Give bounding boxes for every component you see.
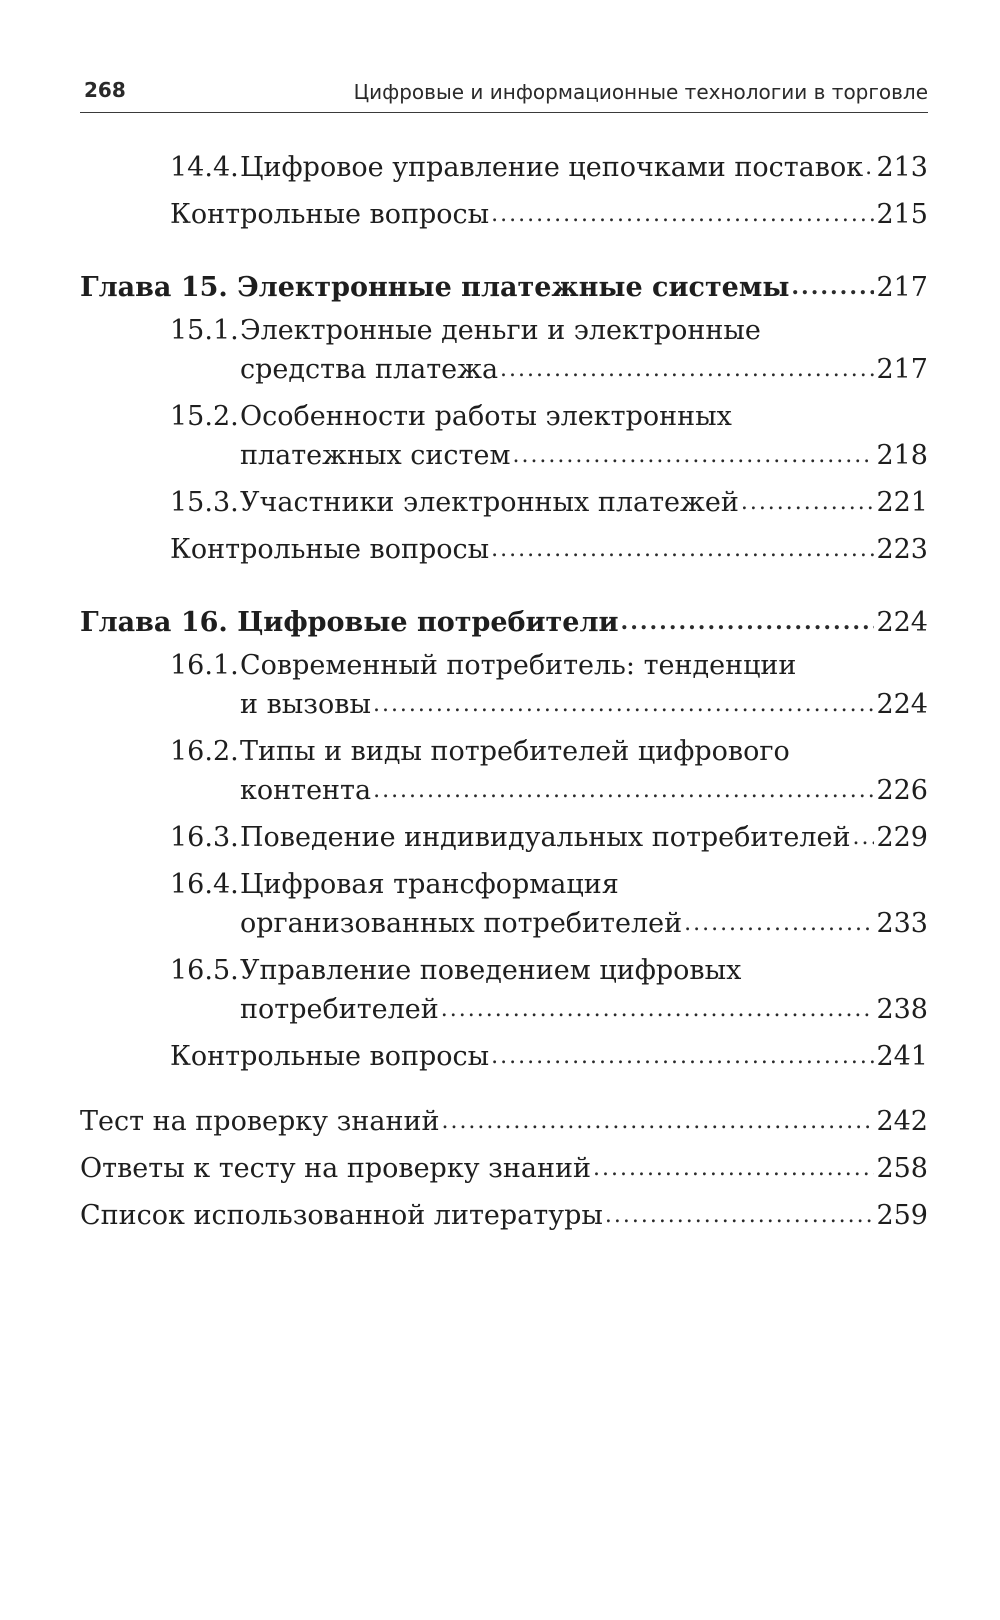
toc-chapter-16[interactable] [80, 603, 928, 642]
leader-dots [593, 1149, 874, 1188]
chapter-title: Глава 16. Цифровые потребители [80, 607, 619, 638]
toc-entry-15-3[interactable] [80, 483, 928, 522]
toc-entry-questions-16[interactable] [80, 1037, 928, 1076]
section-title-line-2: и вызовы [240, 689, 371, 720]
toc-entry-16-1[interactable] [80, 646, 928, 724]
page-ref: 224 [876, 607, 928, 638]
section-number: 14.4. [170, 152, 239, 183]
section-title-line-1: Типы и виды потребителей цифрового [240, 736, 790, 767]
leader-dots [852, 818, 874, 857]
section-title: Список использованной литературы [80, 1200, 603, 1231]
leader-dots [512, 436, 874, 475]
table-of-contents [80, 148, 928, 1243]
section-title-line-2: потребителей [240, 994, 439, 1025]
page-ref: 238 [876, 994, 928, 1025]
leader-dots [621, 603, 875, 642]
page-ref: 241 [876, 1041, 928, 1072]
section-title: Ответы к тесту на проверку знаний [80, 1153, 591, 1184]
section-number: 15.2. [170, 401, 239, 432]
leader-dots [491, 1037, 874, 1076]
section-title-line-1: Современный потребитель: тенденции [240, 650, 797, 681]
section-title: Участники электронных платежей [240, 487, 739, 518]
section-title-line-2: платежных систем [240, 440, 511, 471]
leader-dots [500, 350, 874, 389]
toc-entry-questions-14[interactable] [80, 195, 928, 234]
page-ref: 226 [876, 775, 928, 806]
section-number: 16.4. [170, 869, 239, 900]
toc-entry-questions-15[interactable] [80, 530, 928, 569]
toc-entry-test[interactable] [80, 1102, 928, 1141]
leader-dots [684, 904, 874, 943]
section-title-line-1: Электронные деньги и электронные [240, 315, 761, 346]
page-ref: 215 [876, 199, 928, 230]
leader-dots [791, 268, 874, 307]
leader-dots [491, 530, 874, 569]
leader-dots [441, 1102, 874, 1141]
section-title: Контрольные вопросы [170, 199, 490, 230]
toc-entry-16-2[interactable] [80, 732, 928, 810]
section-title-line-2: контента [240, 775, 372, 806]
section-number: 15.3. [170, 487, 239, 518]
toc-entry-answers[interactable] [80, 1149, 928, 1188]
page-ref: 229 [876, 822, 928, 853]
running-title: Цифровые и информационные технологии в торговле [353, 80, 928, 104]
section-title-line-2: организованных потребителей [240, 908, 683, 939]
page-ref: 218 [876, 440, 928, 471]
running-head [80, 78, 928, 113]
leader-dots [373, 685, 875, 724]
toc-entry-14-4[interactable] [80, 148, 928, 187]
section-number: 16.5. [170, 955, 239, 986]
section-title: Контрольные вопросы [170, 534, 490, 565]
section-title: Цифровое управление цепочками поставок [240, 152, 864, 183]
leader-dots [441, 990, 875, 1029]
page-ref: 217 [876, 354, 928, 385]
toc-entry-15-1[interactable] [80, 311, 928, 389]
leader-dots [373, 771, 874, 810]
section-title: Поведение индивидуальных потребителей [240, 822, 851, 853]
toc-entry-16-3[interactable] [80, 818, 928, 857]
toc-chapter-15[interactable] [80, 268, 928, 307]
leader-dots [491, 195, 874, 234]
section-title: Контрольные вопросы [170, 1041, 490, 1072]
section-title-line-1: Особенности работы электронных [240, 401, 732, 432]
page-ref: 259 [876, 1200, 928, 1231]
section-number: 16.2. [170, 736, 239, 767]
section-title: Тест на проверку знаний [80, 1106, 440, 1137]
page-ref: 233 [876, 908, 928, 939]
toc-entry-16-4[interactable] [80, 865, 928, 943]
section-title-line-1: Цифровая трансформация [240, 869, 619, 900]
page-number: 268 [84, 78, 126, 102]
page-ref: 213 [876, 152, 928, 183]
toc-entry-16-5[interactable] [80, 951, 928, 1029]
page-ref: 223 [876, 534, 928, 565]
leader-dots [741, 483, 875, 522]
toc-entry-bibliography[interactable] [80, 1196, 928, 1235]
section-number: 16.3. [170, 822, 239, 853]
page-ref: 224 [876, 689, 928, 720]
section-number: 16.1. [170, 650, 239, 681]
page-ref: 258 [876, 1153, 928, 1184]
chapter-title: Глава 15. Электронные платежные системы [80, 272, 790, 303]
toc-entry-15-2[interactable] [80, 397, 928, 475]
leader-dots [605, 1196, 875, 1235]
section-title-line-2: средства платежа [240, 354, 499, 385]
leader-dots [865, 148, 874, 187]
page-ref: 242 [876, 1106, 928, 1137]
page-ref: 217 [876, 272, 928, 303]
page-ref: 221 [876, 487, 928, 518]
section-number: 15.1. [170, 315, 239, 346]
section-title-line-1: Управление поведением цифровых [240, 955, 742, 986]
